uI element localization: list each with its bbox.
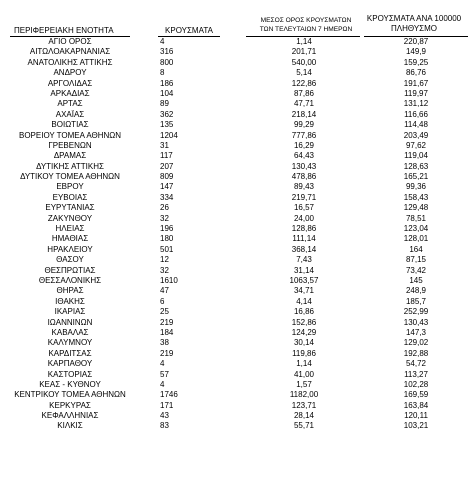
per-100000-cell: 129,02 bbox=[403, 338, 429, 348]
region-cell: ΚΕΦΑΛΛΗΝΙΑΣ bbox=[41, 411, 99, 421]
per-100000-cell: 159,25 bbox=[403, 57, 429, 67]
per-100000-cell: 103,21 bbox=[403, 421, 429, 431]
cases-cell: 32 bbox=[160, 265, 169, 275]
average-cell: 5,14 bbox=[296, 68, 312, 78]
average-cell: 368,14 bbox=[291, 244, 317, 254]
per-100000-cell: 163,84 bbox=[403, 400, 429, 410]
per-100000-cell: 116,66 bbox=[404, 109, 428, 119]
per-100000-cell: 123,04 bbox=[403, 224, 429, 234]
per-100000-cell: 145 bbox=[409, 275, 423, 285]
header-cases: ΚΡΟΥΣΜΑΤΑ bbox=[165, 26, 213, 35]
per-100000-cell: 97,62 bbox=[405, 140, 427, 150]
average-cell: 87,86 bbox=[293, 88, 315, 98]
average-cell: 55,71 bbox=[293, 421, 315, 431]
cases-cell: 1746 bbox=[160, 390, 178, 400]
per-100000-cell: 192,88 bbox=[403, 348, 429, 358]
table-row bbox=[0, 131, 475, 141]
cases-cell: 501 bbox=[160, 244, 174, 254]
region-cell: ΑΡΓΟΛΙΔΑΣ bbox=[47, 78, 93, 88]
per-100000-cell: 130,43 bbox=[403, 317, 429, 327]
cases-cell: 47 bbox=[160, 286, 169, 296]
average-cell: 1,57 bbox=[296, 379, 312, 389]
region-cell: ΕΥΡΥΤΑΝΙΑΣ bbox=[45, 203, 95, 213]
cases-cell: 334 bbox=[160, 192, 174, 202]
average-cell: 478,86 bbox=[291, 172, 317, 182]
region-cell: ΚΙΛΚΙΣ bbox=[57, 421, 83, 431]
table-row bbox=[0, 245, 475, 255]
average-cell: 111,14 bbox=[292, 234, 316, 244]
cases-cell: 219 bbox=[160, 348, 174, 358]
cases-cell: 184 bbox=[160, 327, 174, 337]
average-cell: 30,14 bbox=[293, 338, 315, 348]
per-100000-cell: 120,11 bbox=[404, 411, 428, 421]
table-row bbox=[0, 390, 475, 400]
per-100000-cell: 113,27 bbox=[404, 369, 428, 379]
per-100000-cell: 99,36 bbox=[405, 182, 427, 192]
table-row bbox=[0, 151, 475, 161]
cases-cell: 362 bbox=[160, 109, 174, 119]
table-row bbox=[0, 193, 475, 203]
cases-cell: 4 bbox=[160, 359, 165, 369]
region-cell: ΙΚΑΡΙΑΣ bbox=[54, 307, 86, 317]
region-cell: ΒΟΙΩΤΙΑΣ bbox=[51, 120, 89, 130]
table-row bbox=[0, 297, 475, 307]
average-cell: 1182,00 bbox=[289, 390, 319, 400]
table-row bbox=[0, 276, 475, 286]
cases-cell: 83 bbox=[160, 421, 169, 431]
region-cell: ΓΡΕΒΕΝΩΝ bbox=[48, 140, 92, 150]
table-row bbox=[0, 203, 475, 213]
table-row bbox=[0, 214, 475, 224]
region-cell: ΗΛΕΙΑΣ bbox=[55, 224, 85, 234]
cases-cell: 38 bbox=[160, 338, 169, 348]
region-cell: ΒΟΡΕΙΟΥ ΤΟΜΕΑ ΑΘΗΝΩΝ bbox=[18, 130, 122, 140]
region-cell: ΕΥΒΟΙΑΣ bbox=[52, 192, 88, 202]
average-cell: 540,00 bbox=[291, 57, 317, 67]
average-cell: 28,14 bbox=[293, 411, 315, 421]
per-100000-cell: 185,7 bbox=[405, 296, 427, 306]
region-cell: ΚΑΣΤΟΡΙΑΣ bbox=[47, 369, 93, 379]
table-row bbox=[0, 318, 475, 328]
per-100000-cell: 248,9 bbox=[405, 286, 427, 296]
average-cell: 1063,57 bbox=[289, 275, 319, 285]
per-100000-cell: 220,87 bbox=[403, 37, 429, 46]
average-cell: 123,71 bbox=[291, 400, 317, 410]
header-avg-line1: ΜΕΣΟΣ ΟΡΟΣ ΚΡΟΥΣΜΑΤΩΝ bbox=[260, 17, 352, 24]
cases-cell: 316 bbox=[160, 47, 174, 57]
region-cell: ΖΑΚΥΝΘΟΥ bbox=[47, 213, 93, 223]
header-per-line1: ΚΡΟΥΣΜΑΤΑ ΑΝΑ 100000 bbox=[366, 14, 462, 23]
average-cell: 16,57 bbox=[293, 203, 315, 213]
cases-cell: 196 bbox=[160, 224, 174, 234]
region-cell: ΚΑΡΔΙΤΣΑΣ bbox=[48, 348, 92, 358]
table-row bbox=[0, 89, 475, 99]
per-100000-cell: 191,67 bbox=[403, 78, 429, 88]
table-row bbox=[0, 411, 475, 421]
table-row bbox=[0, 421, 475, 431]
average-cell: 89,43 bbox=[293, 182, 315, 192]
average-cell: 1,14 bbox=[296, 37, 312, 46]
average-cell: 128,86 bbox=[291, 224, 317, 234]
table-row bbox=[0, 255, 475, 265]
average-cell: 64,43 bbox=[293, 151, 315, 161]
cases-cell: 8 bbox=[160, 68, 165, 78]
per-100000-cell: 129,48 bbox=[403, 203, 429, 213]
region-cell: ΑΝΔΡΟΥ bbox=[53, 68, 87, 78]
per-100000-cell: 128,01 bbox=[403, 234, 429, 244]
region-cell: ΘΗΡΑΣ bbox=[56, 286, 84, 296]
region-cell: ΚΕΝΤΡΙΚΟΥ ΤΟΜΕΑ ΑΘΗΝΩΝ bbox=[14, 390, 126, 400]
average-cell: 31,14 bbox=[293, 265, 315, 275]
table-row bbox=[0, 328, 475, 338]
region-cell: ΑΓΙΟ ΟΡΟΣ bbox=[48, 37, 92, 46]
average-cell: 1,14 bbox=[296, 359, 312, 369]
average-cell: 219,71 bbox=[291, 192, 317, 202]
per-100000-cell: 128,63 bbox=[403, 161, 429, 171]
per-100000-cell: 203,49 bbox=[403, 130, 429, 140]
header-region: ΠΕΡΙΦΕΡΕΙΑΚΗ ΕΝΟΤΗΤΑ bbox=[14, 26, 114, 35]
cases-cell: 26 bbox=[160, 203, 169, 213]
per-100000-cell: 169,59 bbox=[403, 390, 429, 400]
cases-cell: 219 bbox=[160, 317, 174, 327]
region-cell: ΑΡΤΑΣ bbox=[57, 99, 83, 109]
region-cell: ΗΜΑΘΙΑΣ bbox=[51, 234, 89, 244]
table-row bbox=[0, 172, 475, 182]
cases-cell: 1204 bbox=[160, 130, 178, 140]
average-cell: 152,86 bbox=[291, 317, 317, 327]
average-cell: 124,29 bbox=[291, 327, 317, 337]
average-cell: 47,71 bbox=[293, 99, 315, 109]
per-100000-cell: 149,9 bbox=[405, 47, 427, 57]
table-row bbox=[0, 141, 475, 151]
table-body bbox=[0, 37, 475, 432]
region-cell: ΚΕΡΚΥΡΑΣ bbox=[49, 400, 91, 410]
cases-cell: 6 bbox=[160, 296, 165, 306]
table-row bbox=[0, 349, 475, 359]
per-100000-cell: 147,3 bbox=[405, 327, 427, 337]
table-row bbox=[0, 266, 475, 276]
table-row bbox=[0, 182, 475, 192]
region-cell: ΙΘΑΚΗΣ bbox=[55, 296, 85, 306]
cases-cell: 57 bbox=[160, 369, 169, 379]
cases-cell: 104 bbox=[160, 88, 174, 98]
header-seven-day-average bbox=[250, 16, 362, 34]
average-cell: 7,43 bbox=[296, 255, 312, 265]
table-row bbox=[0, 338, 475, 348]
region-cell: ΕΒΡΟΥ bbox=[56, 182, 84, 192]
header-avg-line2: ΤΩΝ ΤΕΛΕΥΤΑΙΩΝ 7 ΗΜΕΡΩΝ bbox=[259, 26, 353, 33]
table-row bbox=[0, 110, 475, 120]
region-cell: ΘΕΣΣΑΛΟΝΙΚΗΣ bbox=[38, 275, 102, 285]
table-row bbox=[0, 307, 475, 317]
cases-cell: 207 bbox=[160, 161, 174, 171]
average-cell: 130,43 bbox=[291, 161, 317, 171]
per-100000-cell: 165,21 bbox=[403, 172, 429, 182]
table-row bbox=[0, 359, 475, 369]
per-100000-cell: 252,99 bbox=[403, 307, 429, 317]
cases-cell: 12 bbox=[160, 255, 169, 265]
region-cell: ΔΡΑΜΑΣ bbox=[53, 151, 87, 161]
average-cell: 122,86 bbox=[291, 78, 317, 88]
average-cell: 119,86 bbox=[292, 348, 316, 358]
table-row bbox=[0, 224, 475, 234]
table-row bbox=[0, 120, 475, 130]
region-cell: ΙΩΑΝΝΙΝΩΝ bbox=[47, 317, 93, 327]
table-row bbox=[0, 380, 475, 390]
per-100000-cell: 87,15 bbox=[405, 255, 427, 265]
cases-cell: 31 bbox=[160, 140, 169, 150]
region-cell: ΚΑΡΠΑΘΟΥ bbox=[47, 359, 93, 369]
header-per-line2: ΠΛΗΘΥΣΜΟ bbox=[390, 24, 438, 33]
region-cell: ΔΥΤΙΚΗΣ ΑΤΤΙΚΗΣ bbox=[36, 161, 104, 171]
region-cell: ΗΡΑΚΛΕΙΟΥ bbox=[47, 244, 93, 254]
per-100000-cell: 78,51 bbox=[405, 213, 427, 223]
cases-cell: 180 bbox=[160, 234, 174, 244]
per-100000-cell: 131,12 bbox=[403, 99, 429, 109]
average-cell: 99,29 bbox=[293, 120, 315, 130]
cases-cell: 135 bbox=[160, 120, 174, 130]
region-cell: ΘΕΣΠΡΩΤΙΑΣ bbox=[44, 265, 96, 275]
per-100000-cell: 119,97 bbox=[404, 88, 428, 98]
table-row bbox=[0, 79, 475, 89]
average-cell: 41,00 bbox=[293, 369, 315, 379]
cases-cell: 186 bbox=[160, 78, 174, 88]
region-cell: ΚΑΛΥΜΝΟΥ bbox=[47, 338, 93, 348]
region-cell: ΑΧΑΪΑΣ bbox=[55, 109, 85, 119]
table-row bbox=[0, 162, 475, 172]
cases-cell: 25 bbox=[160, 307, 169, 317]
table-row bbox=[0, 370, 475, 380]
cases-cell: 89 bbox=[160, 99, 169, 109]
table-row bbox=[0, 47, 475, 57]
cases-cell: 43 bbox=[160, 411, 169, 421]
region-cell: ΑΡΚΑΔΙΑΣ bbox=[50, 88, 90, 98]
table-row bbox=[0, 58, 475, 68]
region-cell: ΚΑΒΑΛΑΣ bbox=[51, 327, 89, 337]
per-100000-cell: 164 bbox=[409, 244, 423, 254]
per-100000-cell: 158,43 bbox=[403, 192, 429, 202]
per-100000-cell: 114,48 bbox=[404, 120, 428, 130]
table-row bbox=[0, 234, 475, 244]
average-cell: 16,29 bbox=[293, 140, 315, 150]
per-100000-cell: 102,28 bbox=[403, 379, 429, 389]
cases-cell: 117 bbox=[160, 151, 173, 161]
region-cell: ΘΑΣΟΥ bbox=[56, 255, 84, 265]
table-row bbox=[0, 401, 475, 411]
per-100000-cell: 119,04 bbox=[404, 151, 428, 161]
region-cell: ΑΝΑΤΟΛΙΚΗΣ ΑΤΤΙΚΗΣ bbox=[27, 57, 113, 67]
cases-cell: 809 bbox=[160, 172, 174, 182]
average-cell: 218,14 bbox=[291, 109, 317, 119]
cases-cell: 4 bbox=[160, 379, 165, 389]
cases-cell: 32 bbox=[160, 213, 169, 223]
region-cell: ΚΕΑΣ - ΚΥΘΝΟΥ bbox=[39, 379, 101, 389]
per-100000-cell: 73,42 bbox=[405, 265, 427, 275]
cases-cell: 4 bbox=[160, 37, 165, 46]
cases-cell: 800 bbox=[160, 57, 174, 67]
average-cell: 4,14 bbox=[296, 296, 312, 306]
region-cell: ΑΙΤΩΛΟΑΚΑΡΝΑΝΙΑΣ bbox=[29, 47, 111, 57]
per-100000-cell: 86,76 bbox=[405, 68, 427, 78]
header-cases-per-100000 bbox=[362, 14, 466, 34]
cases-cell: 1610 bbox=[160, 275, 178, 285]
per-100000-cell: 54,72 bbox=[405, 359, 427, 369]
average-cell: 777,86 bbox=[291, 130, 317, 140]
region-cell: ΔΥΤΙΚΟΥ ΤΟΜΕΑ ΑΘΗΝΩΝ bbox=[20, 172, 120, 182]
average-cell: 201,71 bbox=[291, 47, 317, 57]
cases-cell: 147 bbox=[160, 182, 174, 192]
average-cell: 24,00 bbox=[293, 213, 315, 223]
table-row bbox=[0, 37, 475, 47]
average-cell: 16,86 bbox=[293, 307, 315, 317]
table-row bbox=[0, 68, 475, 78]
table-row bbox=[0, 99, 475, 109]
average-cell: 34,71 bbox=[293, 286, 315, 296]
cases-cell: 171 bbox=[160, 400, 174, 410]
table-row bbox=[0, 286, 475, 296]
